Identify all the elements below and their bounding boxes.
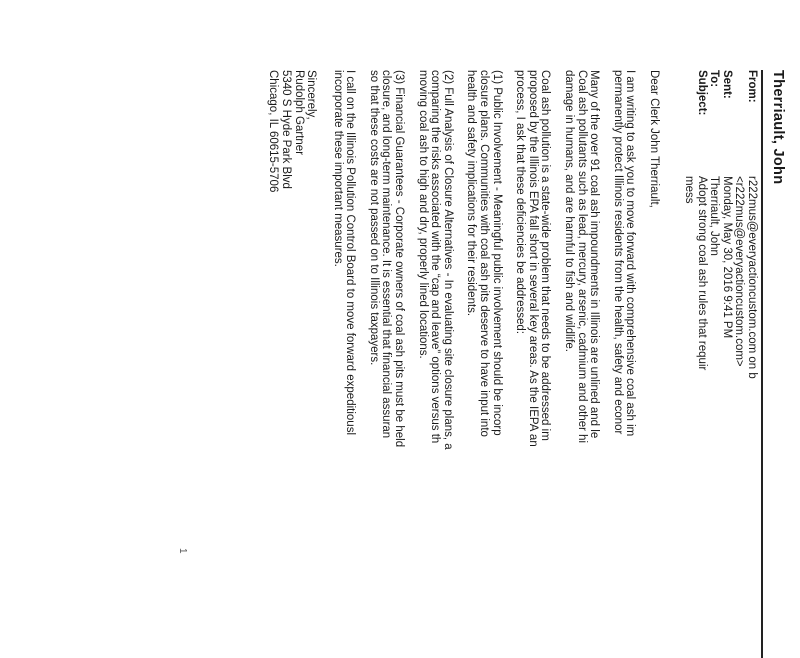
paragraph-line: damage in humans, and are harmful to fish and wildlife. <box>563 70 576 352</box>
document-title: Therriault, John <box>770 70 786 185</box>
letter-body <box>267 70 660 450</box>
from-label: From: <box>746 70 758 103</box>
sent-value: Monday, May 30, 2016 9:41 PM <box>720 176 733 339</box>
header-subject-row <box>695 70 708 379</box>
paragraph-line: moving coal ash to high and dry, properly lined locations. <box>416 70 429 359</box>
title-divider <box>761 70 763 658</box>
from-value: r222mus@everyactioncustom.com on b <box>746 176 758 379</box>
signer-city: Chicago, IL 60615-5706 <box>267 70 280 193</box>
paragraph-line: (1) Public Involvement - Meaningful public involvement should be incorp <box>490 70 503 436</box>
signer-name: Rudolph Gartner <box>292 70 305 156</box>
paragraph-line: incorporate these important measures. <box>331 70 344 267</box>
header-subject-cont-row <box>682 70 695 379</box>
paragraph-closure-alternatives <box>416 70 454 450</box>
from-value-continued: <r222mus@everyactioncustom.com> <box>733 176 746 367</box>
paragraph-line: I call on the Illinois Pollution Control Board to move forward expeditiousl <box>344 70 357 435</box>
to-label: To: <box>708 70 721 88</box>
paragraph-statewide <box>514 70 552 450</box>
paragraph-financial-guarantees <box>367 70 405 450</box>
paragraph-line: health and safety implications for their residents. <box>465 70 478 317</box>
from-label-spacer <box>733 70 746 176</box>
paragraph-line: Many of the over 91 coal ash impoundments in Illinois are unlined and le <box>588 70 601 439</box>
paragraph-line: (2) Full Analysis of Closure Alternatives - In evaluating site closure plans, a <box>441 70 454 450</box>
paragraph-line: Coal ash pollution is a state-wide problem that needs to be addressed im <box>539 70 552 441</box>
paragraph-line: proposed by the Illinois EPA fall short in several key areas. As the IEPA an <box>526 70 539 447</box>
paragraph-call-to-action <box>331 70 356 450</box>
paragraph-line: process, I ask that these deficiencies be addressed: <box>514 70 527 335</box>
email-header <box>682 70 758 379</box>
paragraph-line: closure, and long-term maintenance. It is essential that financial assuran <box>380 70 393 439</box>
paragraph-line: comparing the risks associated with the “cap and leave” options versus th <box>429 70 442 444</box>
salutation: Dear Clerk John Therriault, <box>648 70 660 208</box>
paragraph-line: closure plans. Communities with coal ash pits deserve to have input into <box>478 70 491 437</box>
signer-street: 5340 S Hyde Park Blvd <box>279 70 292 189</box>
header-from-row <box>745 70 758 379</box>
paragraph-line: Coal ash pollutants such as lead, mercury, arsenic, cadmium and other hi <box>575 70 588 444</box>
signature-block <box>267 70 317 450</box>
to-value: Therriault, John <box>708 176 721 256</box>
paragraph-line: (3) Financial Guarantees - Corporate owners of coal ash pits must be held <box>393 70 406 448</box>
paragraph-line: permanently protect Illinois residents from the health, safety and econor <box>611 70 624 435</box>
header-sent-row <box>720 70 733 379</box>
header-to-row <box>708 70 721 379</box>
paragraph-line: I am writing to ask you to move forward with comprehensive coal ash im <box>624 70 637 437</box>
paragraph-impoundments <box>562 70 600 450</box>
subject-label: Subject: <box>695 70 708 116</box>
paragraph-request <box>611 70 636 450</box>
sent-label: Sent: <box>720 70 733 99</box>
paragraph-public-involvement <box>465 70 503 450</box>
subject-value-continued: mess <box>683 176 696 204</box>
page-number: 1 <box>177 548 188 554</box>
rotated-letter-page <box>148 48 788 658</box>
subject-value: Adopt strong coal ash rules that requir <box>695 176 708 371</box>
subject-label-spacer <box>682 70 695 176</box>
closing: Sincerely, <box>305 70 318 120</box>
paragraph-line: so that these costs are not passed on to Illinois taxpayers. <box>367 70 380 366</box>
header-from-cont-row <box>733 70 746 379</box>
